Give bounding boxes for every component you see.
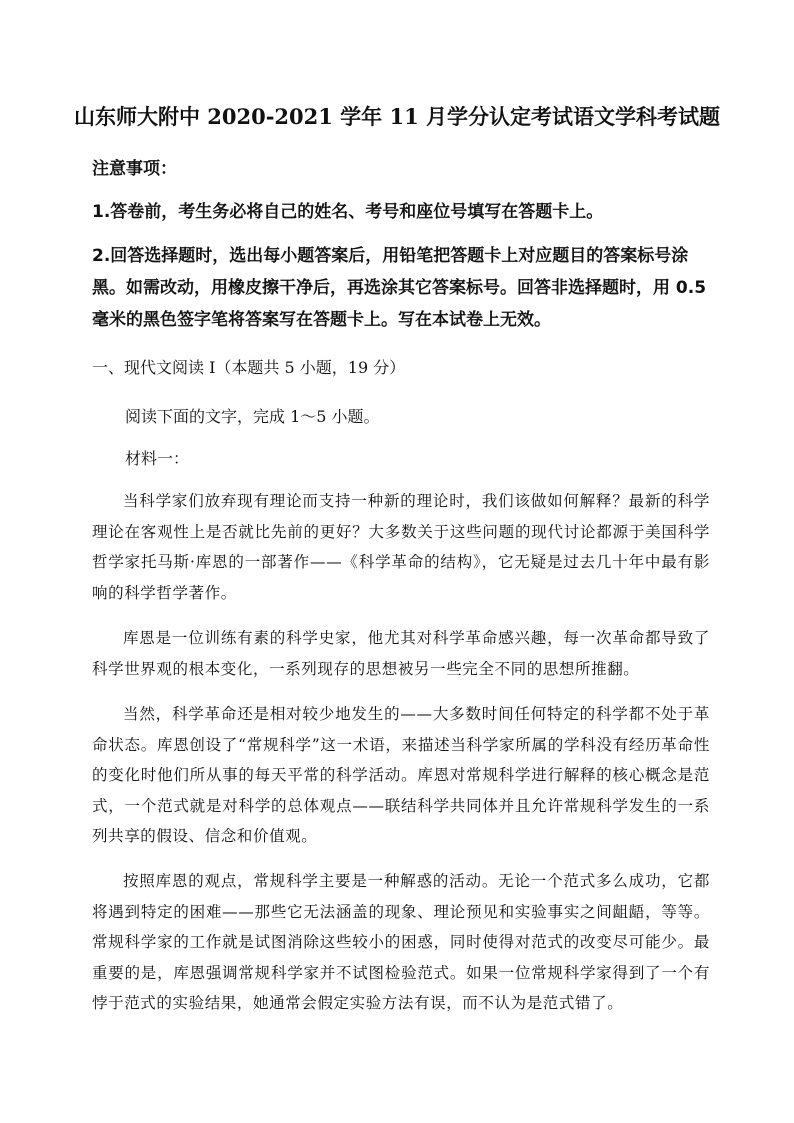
exam-title: 山东师大附中 2020-2021 学年 11 月学分认定考试语文学科考试题 (73, 104, 721, 129)
notice-heading: 注意事项： (92, 159, 177, 179)
section-heading: 一、现代文阅读 I（本题共 5 小题，19 分） (92, 358, 406, 377)
paragraph-1: 当科学家们放弃现有理论而支持一种新的理论时，我们该做如何解释？最新的科学理论在客观性上是否就比先前的更好？大多数关于这些问题的现代讨论都源于美国科学哲学家托马斯·库恩的一部著作——《科学革命的结构》，它无疑是过去几十年中最有影响的科学哲学著作。 (92, 492, 710, 602)
notice-item-2: 2.回答选择题时，选出每小题答案后，用铅笔把答题卡上对应题目的答案标号涂黑。如需改动，用橡皮擦干净后，再选涂其它答案标号。回答非选择题时，用 0.5 毫米的黑色签字笔将答案写在答题卡上。写在本试卷上无效。 (92, 246, 707, 330)
paragraph-2: 库恩是一位训练有素的科学史家，他尤其对科学革命感兴趣，每一次革命都导致了科学世界观的根本变化，一系列现存的思想被另一些完全不同的思想所推翻。 (92, 629, 710, 678)
paragraph-3: 当然，科学革命还是相对较少地发生的——大多数时间任何特定的科学都不处于革命状态。库恩创设了“常规科学”这一术语，来描述当科学家所属的学科没有经历革命性的变化时他们所从事的每天平常的科学活动。库恩对常规科学进行解释的核心概念是范式，一个范式就是对科学的总体观点——联结科学共同体并且允许常规科学发生的一系列共享的假设、信念和价值观。 (92, 705, 710, 845)
paragraph-4: 按照库恩的观点，常规科学主要是一种解惑的活动。无论一个范式多么成功，它都将遇到特定的困难——那些它无法涵盖的现象、理论预见和实验事实之间龃龉，等等。常规科学家的工作就是试图消除这些较小的困惑，同时使得对范式的改变尽可能少。最重要的是，库恩强调常规科学家并不试图检验范式。如果一位常规科学家得到了一个有悖于范式的实验结果，她通常会假定实验方法有误，而不认为是范式错了。 (92, 872, 710, 1012)
notice-item-1: 1.答卷前，考生务必将自己的姓名、考号和座位号填写在答题卡上。 (92, 202, 604, 222)
reading-instruction: 阅读下面的文字，完成 1～5 小题。 (125, 407, 380, 426)
material-label: 材料一： (125, 449, 190, 468)
